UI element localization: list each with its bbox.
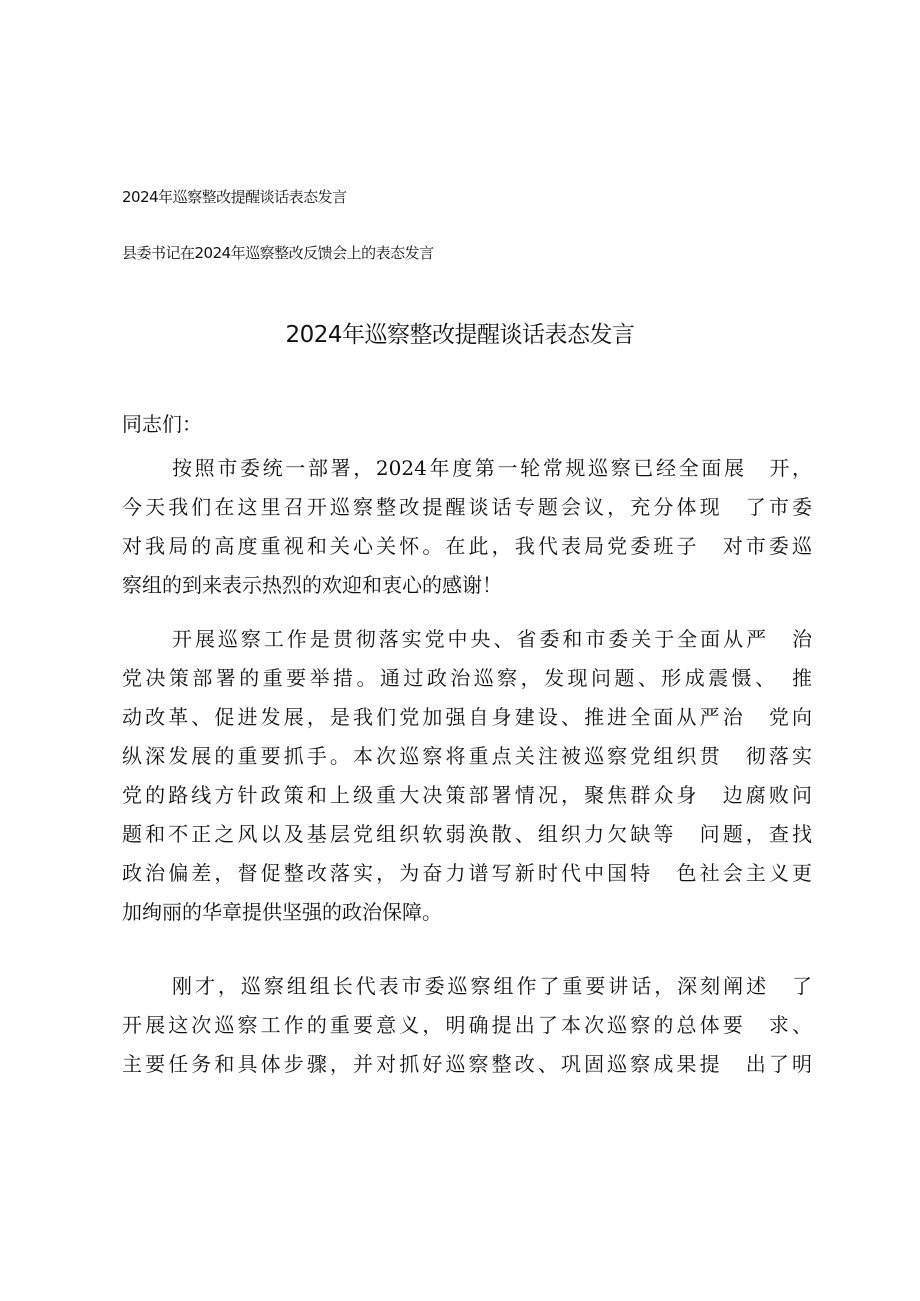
- toc-entry-2[interactable]: 县委书记在2024年巡察整改反馈会上的表态发言: [122, 244, 434, 262]
- paragraph-line: 政治偏差，督促整改落实，为奋力谱写新时代中国特 色社会主义更: [122, 861, 812, 885]
- paragraph-line: 动改革、促进发展，是我们党加强自身建设、推进全面从严治 党向: [122, 705, 812, 729]
- paragraph-2: [122, 620, 812, 932]
- paragraph-line: 开展这次巡察工作的重要意义，明确提出了本次巡察的总体要 求、: [122, 1013, 812, 1037]
- document-title: 2024年巡察整改提醒谈话表态发言: [285, 322, 635, 348]
- paragraph-line: 党决策部署的重要举措。通过政治巡察，发现问题、形成震慑、 推: [122, 666, 812, 690]
- paragraph-line: 题和不正之风以及基层党组织软弱涣散、组织力欠缺等 问题，查找: [122, 822, 812, 846]
- paragraph-line: 察组的到来表示热烈的欢迎和衷心的感谢！: [122, 573, 502, 597]
- paragraph-line: 刚才，巡察组组长代表市委巡察组作了重要讲话，深刻阐述 了: [172, 974, 812, 998]
- paragraph-line: 开展巡察工作是贯彻落实党中央、省委和市委关于全面从严 治: [172, 627, 812, 651]
- paragraph-line: 按照市委统一部署，2024年度第一轮常规巡察已经全面展 开，: [172, 456, 812, 480]
- paragraph-line: 主要任务和具体步骤，并对抓好巡察整改、巩固巡察成果提 出了明: [122, 1052, 812, 1076]
- paragraph-line: 纵深发展的重要抓手。本次巡察将重点关注被巡察党组织贯 彻落实: [122, 744, 812, 768]
- toc-entry-1[interactable]: 2024年巡察整改提醒谈话表态发言: [122, 188, 347, 206]
- salutation: 同志们：: [122, 412, 202, 436]
- paragraph-line: 党的路线方针政策和上级重大决策部署情况，聚焦群众身 边腐败问: [122, 783, 812, 807]
- paragraph-line: 今天我们在这里召开巡察整改提醒谈话专题会议，充分体现 了市委: [122, 495, 812, 519]
- paragraph-3: [122, 967, 812, 1084]
- paragraph-line: 对我局的高度重视和关心关怀。在此，我代表局党委班子 对市委巡: [122, 534, 812, 558]
- paragraph-1: [122, 449, 812, 605]
- paragraph-line: 加绚丽的华章提供坚强的政治保障。: [122, 900, 442, 924]
